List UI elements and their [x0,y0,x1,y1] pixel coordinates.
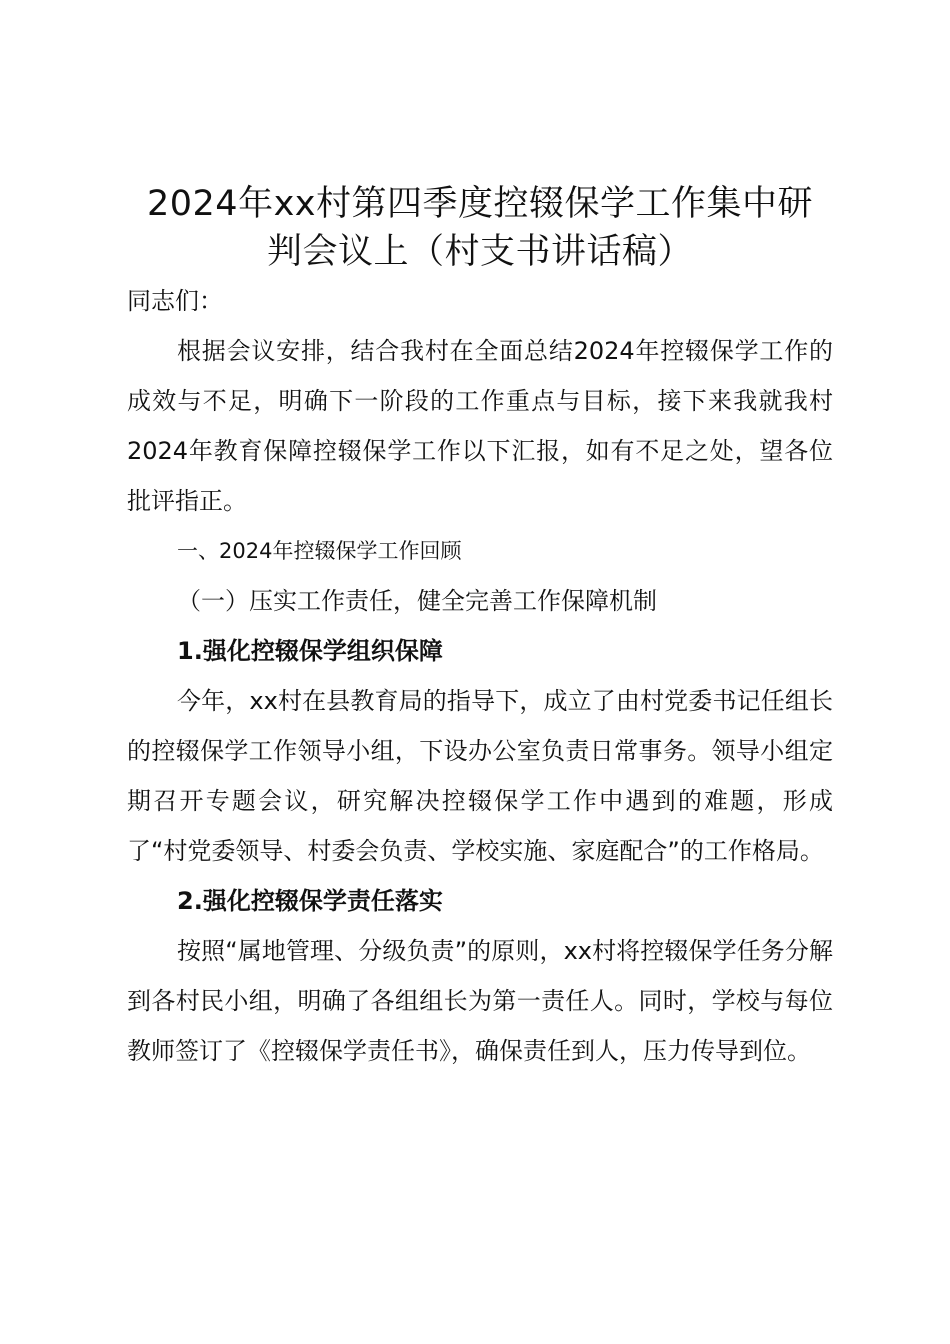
subsection-heading-1: （一）压实工作责任，健全完善工作保障机制 [177,587,657,615]
item-heading-2: 2.强化控辍保学责任落实 [177,887,443,915]
item-paragraph-2: 按照“属地管理、分级负责”的原则，xx村将控辍保学任务分解到各村民小组，明确了各组组长为第一责任人。同时，学校与每位教师签订了《控辍保学责任书》，确保责任到人，压力传导到位。 [127,937,833,1065]
item-heading-1: 1.强化控辍保学组织保障 [177,637,443,665]
document-page [127,180,833,1076]
title-line-2: 判会议上（村支书讲话稿） [266,232,693,272]
title-line-1: 2024年xx村第四季度控辍保学工作集中研 [147,184,813,224]
salutation: 同志们： [127,287,223,315]
document-title [127,180,833,276]
intro-paragraph: 根据会议安排，结合我村在全面总结2024年控辍保学工作的成效与不足，明确下一阶段的工作重点与目标，接下来我就我村2024年教育保障控辍保学工作以下汇报，如有不足之处，望各位批评指正。 [127,337,833,515]
section-heading-1: 一、2024年控辍保学工作回顾 [177,539,462,563]
item-paragraph-1: 今年，xx村在县教育局的指导下，成立了由村党委书记任组长的控辍保学工作领导小组，下设办公室负责日常事务。领导小组定期召开专题会议，研究解决控辍保学工作中遇到的难题，形成了“村党委领导、村委会负责、学校实施、家庭配合”的工作格局。 [127,687,833,865]
